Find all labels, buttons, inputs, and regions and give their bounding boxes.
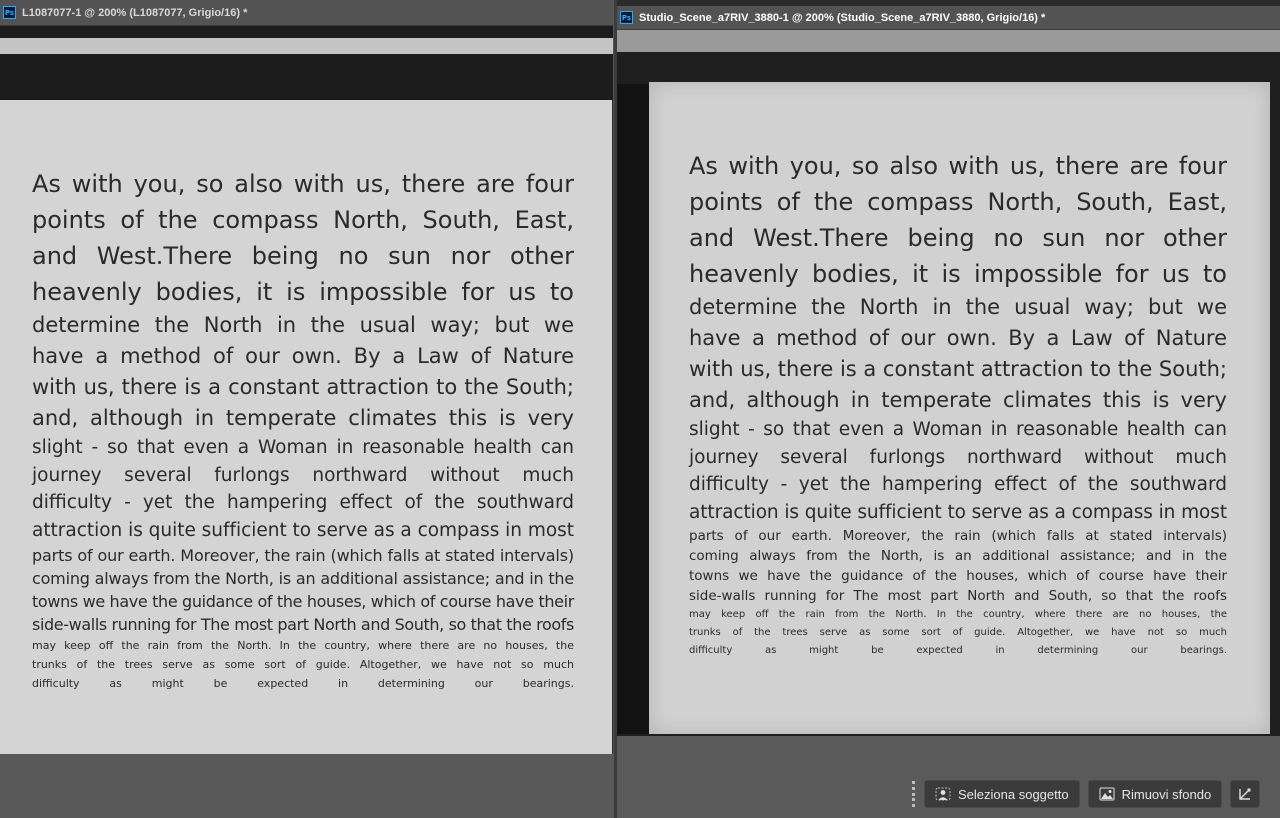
text-line: difficulty - yet the hampering effect of the southward <box>689 474 1227 495</box>
text-line: and West.There being no sun nor other <box>689 224 1227 252</box>
select-subject-button[interactable] <box>924 780 1080 808</box>
right-canvas-paper[interactable] <box>649 82 1270 734</box>
right-document-text <box>689 148 1227 660</box>
text-line: determine the North in the usual way; but we <box>32 313 574 337</box>
left-document-window <box>0 0 613 818</box>
text-line: coming always from the North, is an additional assistance; and in the <box>689 548 1227 564</box>
text-line: journey several furlongs northward without much <box>689 446 1227 468</box>
text-line: points of the compass North, South, East, <box>689 188 1227 216</box>
text-line: and, although in temperate climates this is very <box>32 406 574 430</box>
text-line: towns we have the guidance of the houses, which of course have their <box>32 592 574 611</box>
text-line: attraction is quite sufficient to serve as a compass in most <box>32 519 574 541</box>
left-canvas-paper[interactable] <box>0 100 612 754</box>
text-line: towns we have the guidance of the houses, which of course have their <box>689 568 1227 584</box>
right-tab-title: Studio_Scene_a7RIV_3880-1 @ 200% (Studio_Scene_a7RIV_3880, Grigio/16) * <box>639 11 1046 24</box>
remove-background-button[interactable] <box>1088 780 1223 808</box>
text-line: trunks of the trees serve as some sort of guide. Altogether, we have not so much <box>32 658 574 671</box>
text-line: side-walls running for The most part North and South, so that the roofs <box>32 615 574 634</box>
text-line: heavenly bodies, it is impossible for us to <box>689 260 1227 288</box>
left-canvas-top-band <box>0 26 613 100</box>
text-line: As with you, so also with us, there are four <box>689 152 1227 180</box>
remove-background-label: Rimuovi sfondo <box>1121 786 1212 802</box>
text-line: journey several furlongs northward without much <box>32 464 574 486</box>
text-line: difficulty as might be expected in determining our bearings. <box>32 677 574 690</box>
text-line: heavenly bodies, it is impossible for us to <box>32 278 574 306</box>
text-line: determine the North in the usual way; but we <box>689 295 1227 319</box>
text-line: have a method of our own. By a Law of Nature <box>32 344 574 368</box>
right-canvas-edge-shadow <box>617 84 651 734</box>
text-line: parts of our earth. Moreover, the rain (which falls at stated intervals) <box>689 528 1227 544</box>
text-line: with us, there is a constant attraction to the South; <box>689 357 1227 381</box>
right-canvas-top-strip <box>617 30 1280 52</box>
right-document-window <box>617 0 1280 818</box>
image-icon <box>1099 787 1115 801</box>
text-line: may keep off the rain from the North. In the country, where there are no houses, the <box>32 639 574 652</box>
text-line: with us, there is a constant attraction to the South; <box>32 375 574 399</box>
text-line: trunks of the trees serve as some sort of guide. Altogether, we have not so much <box>689 627 1227 638</box>
text-line: and, although in temperate climates this is very <box>689 388 1227 412</box>
text-line: slight - so that even a Woman in reasonable health can <box>689 419 1227 440</box>
text-line: slight - so that even a Woman in reasonable health can <box>32 437 574 458</box>
drag-handle-icon[interactable] <box>912 781 916 807</box>
text-line: have a method of our own. By a Law of Nature <box>689 326 1227 350</box>
text-line: and West.There being no sun nor other <box>32 242 574 270</box>
text-line: difficulty - yet the hampering effect of the southward <box>32 492 574 513</box>
text-line: parts of our earth. Moreover, the rain (which falls at stated intervals) <box>32 546 574 565</box>
left-canvas-pasteboard <box>0 754 613 818</box>
left-document-text <box>32 166 574 693</box>
contextual-task-bar <box>912 774 1260 814</box>
transform-button[interactable] <box>1230 780 1260 808</box>
text-line: difficulty as might be expected in determining our bearings. <box>689 645 1227 656</box>
text-line: coming always from the North, is an additional assistance; and in the <box>32 569 574 588</box>
left-document-tab[interactable] <box>0 0 613 26</box>
right-document-tab[interactable] <box>617 6 1280 30</box>
person-icon <box>935 787 951 801</box>
text-line: points of the compass North, South, East, <box>32 206 574 234</box>
text-line: As with you, so also with us, there are four <box>32 170 574 198</box>
select-subject-label: Seleziona soggetto <box>958 786 1069 802</box>
photoshop-icon: Ps <box>620 11 633 24</box>
text-line: attraction is quite sufficient to serve as a compass in most <box>689 501 1227 523</box>
text-line: side-walls running for The most part North and South, so that the roofs <box>689 588 1227 604</box>
left-tab-title: L1087077-1 @ 200% (L1087077, Grigio/16) * <box>22 6 248 19</box>
text-line: may keep off the rain from the North. In the country, where there are no houses, the <box>689 609 1227 620</box>
transform-icon <box>1237 786 1253 802</box>
photoshop-icon: Ps <box>3 6 16 19</box>
